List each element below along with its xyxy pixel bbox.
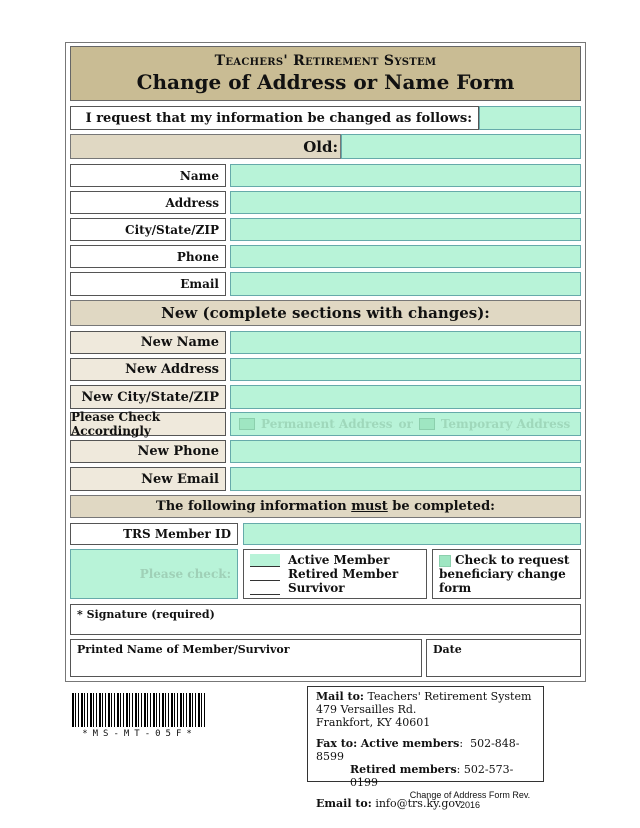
old-address-input[interactable] [230, 191, 581, 214]
email-to-label: Email to: [316, 797, 372, 810]
member-type-retired [250, 567, 426, 581]
survivor-blank[interactable] [250, 582, 280, 595]
form-title: Change of Address or Name Form [136, 70, 515, 94]
fax-retired-line: Retired members: 502-573-0199 [350, 763, 514, 789]
old-name-input[interactable] [230, 164, 581, 187]
beneficiary-checkbox[interactable] [439, 555, 451, 567]
old-name-label: Name [70, 164, 226, 187]
new-city-input[interactable] [230, 385, 581, 409]
signature-label: * Signature (required) [77, 608, 215, 621]
address-type-field [230, 412, 581, 436]
retired-member-blank[interactable] [250, 568, 280, 581]
new-name-label: New Name [70, 331, 226, 354]
new-email-input[interactable] [230, 467, 581, 491]
old-address-label: Address [70, 191, 226, 214]
retired-member-label: Retired Member [288, 567, 399, 581]
new-heading-box [70, 300, 581, 326]
fax-active-label: Active members [360, 737, 460, 750]
old-email-label: Email [70, 272, 226, 296]
fax-retired-number: 502-573-0199 [350, 763, 514, 789]
date-label: Date [433, 643, 462, 656]
fax-retired-label: Retired members [350, 763, 457, 776]
footer-revision: Change of Address Form Rev. 2016 [409, 790, 531, 810]
member-id-input[interactable] [243, 523, 581, 545]
date-field[interactable] [426, 639, 581, 677]
request-label-box [70, 106, 479, 130]
required-heading-box [70, 495, 581, 518]
fax-active-line: Fax to: Active members: 502-848-8599 [316, 737, 520, 763]
old-heading-box [70, 134, 341, 159]
old-phone-label: Phone [70, 245, 226, 268]
member-type-survivor [250, 581, 426, 595]
new-name-input[interactable] [230, 331, 581, 354]
please-check-box [70, 549, 238, 599]
temporary-address-checkbox[interactable] [419, 418, 435, 430]
new-phone-input[interactable] [230, 440, 581, 463]
please-check-label: Please check: [139, 567, 231, 581]
org-name: Teachers' Retirement System [214, 53, 437, 69]
member-type-active [250, 553, 426, 567]
barcode [72, 693, 207, 727]
old-heading: Old: [303, 137, 338, 156]
address-type-label: Please Check Accordingly [70, 412, 226, 436]
active-member-blank[interactable] [250, 554, 280, 567]
required-heading-pre: The following information [156, 499, 352, 514]
beneficiary-label: Check to request beneficiary change form [439, 553, 570, 595]
survivor-label: Survivor [288, 581, 345, 595]
mail-to-line-3: Frankfort, KY 40601 [316, 716, 431, 729]
new-heading: New (complete sections with changes): [161, 304, 490, 322]
old-city-input[interactable] [230, 218, 581, 241]
member-id-label: TRS Member ID [70, 523, 238, 545]
mail-to-line-2: 479 Versailles Rd. [316, 703, 417, 716]
required-heading-must: must [351, 499, 388, 514]
request-input[interactable] [479, 106, 581, 130]
member-type-box [243, 549, 427, 599]
signature-field[interactable] [70, 604, 581, 635]
old-email-input[interactable] [230, 272, 581, 296]
permanent-address-checkbox[interactable] [239, 418, 255, 430]
old-phone-input[interactable] [230, 245, 581, 268]
old-city-label: City/State/ZIP [70, 218, 226, 241]
printed-name-label: Printed Name of Member/Survivor [77, 643, 290, 656]
old-heading-input[interactable] [341, 134, 581, 159]
new-address-label: New Address [70, 358, 226, 381]
mail-to-line: Mail to: Teachers' Retirement System [316, 690, 532, 703]
beneficiary-box [432, 549, 581, 599]
new-phone-label: New Phone [70, 440, 226, 463]
fax-active-number: 502-848-8599 [316, 737, 520, 763]
fax-label: Fax to: [316, 737, 358, 750]
active-member-label: Active Member [288, 553, 390, 567]
required-heading-post: be completed: [387, 499, 495, 514]
permanent-address-label: Permanent Address [261, 417, 393, 431]
temporary-address-label: Temporary Address [440, 417, 571, 431]
mail-to-line-1: Teachers' Retirement System [367, 690, 532, 703]
mail-to-label: Mail to [316, 690, 360, 703]
printed-name-field[interactable] [70, 639, 422, 677]
form-header [70, 46, 581, 101]
new-email-label: New Email [70, 467, 226, 491]
or-label: or [398, 417, 413, 431]
email-to-address[interactable]: info@trs.ky.gov [375, 797, 462, 810]
new-address-input[interactable] [230, 358, 581, 381]
barcode-text: *MS-MT-05F* [82, 729, 197, 739]
new-city-label: New City/State/ZIP [70, 385, 226, 409]
request-label: I request that my information be changed as follows: [85, 110, 472, 126]
